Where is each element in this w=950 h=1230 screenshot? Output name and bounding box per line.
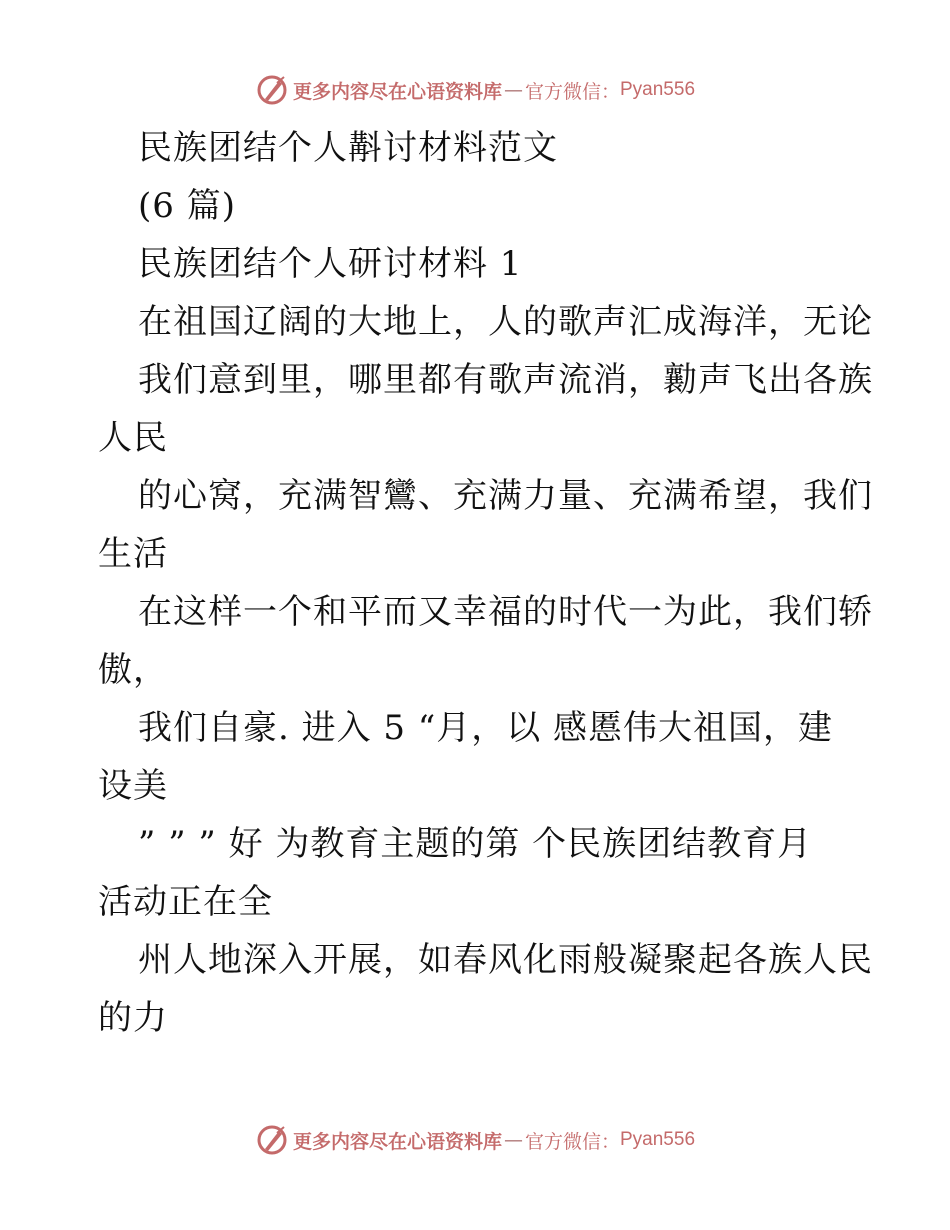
quill-pen-logo-icon <box>255 1123 289 1157</box>
document-title: 民族团结个人斠讨材料范文 <box>138 128 558 168</box>
banner-wechat-id: Pyan556 <box>620 79 696 100</box>
quill-pen-logo-icon <box>255 73 289 107</box>
banner-prefix: 更多内容尽在心语资料库 <box>292 80 502 103</box>
paragraph-line: ” ” ” 好 为教育主题的第 个民族团结教育月 <box>138 824 813 864</box>
banner-suffix: 官方微信： <box>524 80 620 103</box>
paragraph-line: 我们自豪. 进入 5 “月，以 感慝伟大祖国，建 <box>138 708 834 748</box>
footer-banner <box>0 1120 950 1160</box>
document-count: (6 篇) <box>138 186 236 226</box>
banner-dash: — <box>503 1129 523 1151</box>
paragraph-line: 的心窝，充满智鸞、充满力量、充满希望，我们 <box>138 476 873 516</box>
paragraph-line: 在祖国辽阔的大地上，人的歌声汇成海洋，无论 <box>138 302 873 342</box>
paragraph-line: 活动正在全 <box>98 882 273 922</box>
paragraph-line: 我们意到里，哪里都有歌声流消，勷声飞出各族 <box>138 360 873 400</box>
section-heading: 民族团结个人研讨材料 1 <box>138 244 523 284</box>
paragraph-line: 的力 <box>98 998 168 1038</box>
banner-prefix: 更多内容尽在心语资料库 <box>292 1130 502 1153</box>
header-banner <box>0 70 950 110</box>
paragraph-line: 生活 <box>98 534 168 574</box>
paragraph-line: 人民 <box>98 418 168 458</box>
banner-wechat-id: Pyan556 <box>620 1129 696 1150</box>
banner-suffix: 官方微信： <box>524 1130 620 1153</box>
banner-dash: — <box>503 79 523 101</box>
paragraph-line: 州人地深入开展，如春风化雨般凝聚起各族人民 <box>138 940 873 980</box>
paragraph-line: 在这样一个和平而又幸福的时代一为此，我们轿 <box>138 592 873 632</box>
paragraph-line: 傲， <box>98 650 168 690</box>
paragraph-line: 设美 <box>98 766 168 806</box>
